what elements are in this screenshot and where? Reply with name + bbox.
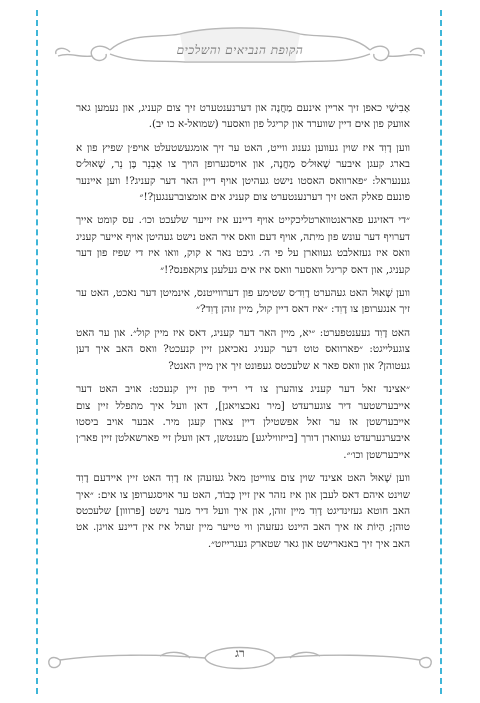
paragraph: ווען שָׁאוּל האט געהערט דָוִד׳ס שטימע פון דערווייטנס, אינמיטן דער נאכט, האט ער זיך אנגערופן צו דָוִד: ״איז דאס דיין קול, מיין זוהן דָוִד?״: [76, 287, 410, 316]
document-body: [76, 100, 410, 559]
paragraph: ״די דאזיגע פאראנטווארטליכקייט אויף דיינע איז זייער שלעכט וכו׳. עס קומט אייך דערויף דער עונש פון מיתה, אויף דעם וואס איר האט נישט געהיטן אויף אייער קעניג וואס איז געזאלבט געווארן על פי ה׳. גיבט נאר א קוק, וואו איז די שפיז פון דער קעניג, און דאס קריגל וואסער וואס איז אים געלעגן צוקאפנס?!״: [76, 214, 410, 276]
paragraph: אַבִישַׁי כאפן זיך ארײן אינעם מַחֲנֶה און דערנענטערט זיך צום קעניג, און נעמען גאר אוועק פון אים דיין שווערד און קריגל פון וואסער (שמואל-א כו יב).: [76, 102, 410, 131]
page-number: רג: [235, 646, 245, 660]
paragraph: ״אצינד זאל דער קעניג צוהערן צו די רייד פון זיין קנעכט: אויב האט דער אייבערשטער דיר צוגערעדט [מיר נאכצויאגן], דאן וועל איך מתפלל זיין צום אייבערשטן אז ער זאל אפשטילן דיין צארן קעגן מיר. אבער אויב ביסטו איבערגערעדט געווארן דורך [בייזוויליגע] מענטשן, דאן וועלן זיי פארשאלטן זיין פאר׳ן אייבערשטן וכו׳״.: [76, 383, 410, 461]
page-header: [40, 12, 440, 82]
header-title: הקופת הנביאים והשלכים: [176, 43, 304, 57]
paragraph: ווען דָוִד איז שוין געווען גענוג ווייט, האט ער זיך אומגעשטעלט אויפ׳ן שפיץ פון א בארג קעגן איבער שָׁאוּל׳ס מַחֲנֶה, און אויסגערופן הויך צו אַבְנֵר בֶּן נֵר, שָׁאוּל׳ס גענעראל: ״פארוואס האסטו נישט געהיטן אויף דיין האר דער קעניג?! ווען איינער פונעם פאלק האט זיך דערנענטערט צום קעניג אים אומצוברענגען?!״: [76, 141, 410, 204]
paragraph: האט דָוִד געענטפערט: ״יא, מיין האר דער קעניג, דאס איז מיין קול״. און ער האט צוגעלייגט: ״פארוואס טוט דער קעניג נאכיאגן זיין קנעכט? וואס האב איך דען געטוהן? און וואס פאר א שלעכטס געפונט זיך אין מיין האנט?: [76, 326, 410, 372]
paragraph: ווען שָׁאוּל האט אצינד שוין צום צווייטן מאל געזעהן אז דָוִד האט זיין איידעם דָוִד שוינט איהם דאס לעבן און איז נזהר אין זיין כָּבוֹד, האט ער אויסגערופן צו אים: ״איך האב חוטא געזינדיגט דָוִד מיין זוהן, און איך וועל דיר מער נישט [פרווון] שלעכטס טוהן; הַיוֹת אז איך האב היינט געזעהן ווי טייער מיין זעהל איז אין דיינע אויגן. אט האב איך זיך באנארישט און גאר שטארק געגרייזט״.: [76, 472, 410, 550]
page-footer: [40, 620, 440, 690]
